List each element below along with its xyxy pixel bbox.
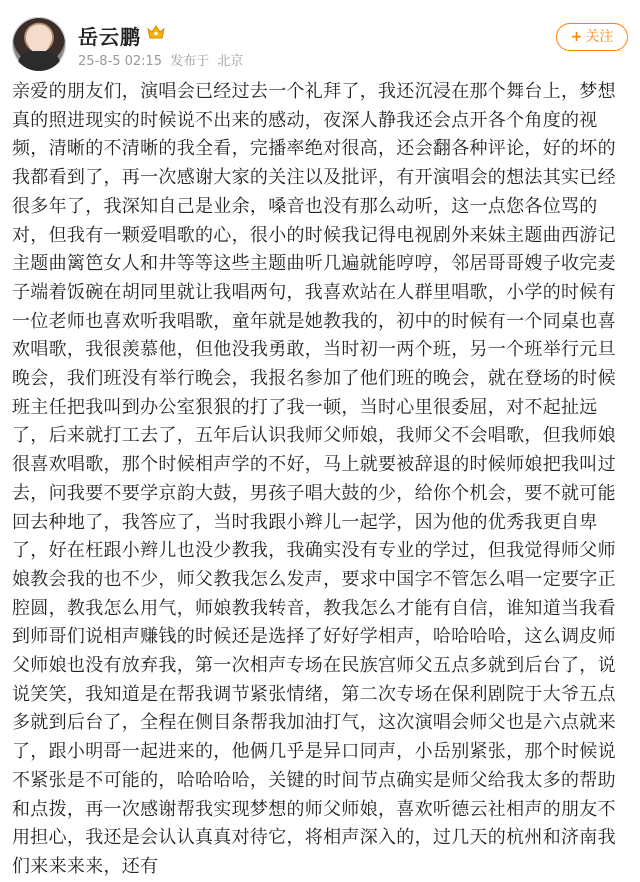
source-label: 发布于 <box>170 54 210 69</box>
post-date[interactable]: 25-8-5 02:15 <box>78 54 163 69</box>
plus-icon: + <box>570 29 583 45</box>
avatar-face <box>28 27 50 53</box>
avatar-body <box>18 51 60 71</box>
post-location: 北京 <box>217 54 244 69</box>
post-header <box>0 0 640 78</box>
avatar[interactable] <box>12 17 66 71</box>
author-name[interactable]: 岳云鹏 <box>78 25 141 49</box>
follow-label: 关注 <box>585 29 614 45</box>
post-meta <box>78 50 247 69</box>
post-content: 亲爱的朋友们，演唱会已经过去一个礼拜了，我还沉浸在那个舞台上，梦想真的照进现实的时候说不出来的感动，夜深人静我还会点开各个角度的视频，清晰的不清晰的我全看，完播率绝对很高，还会翻各种评论，好的坏的我都看到了，再一次感谢大家的关注以及批评，有开演唱会的想法其实已经很多年了，我深知自己是业余，嗓音也没有那么动听，这一点您各位骂的对，但我有一颗爱唱歌的心，很小的时候我记得电视剧外来妹主题曲西游记主题曲篱笆女人和井等等这些主题曲听几遍就能哼哼，邻居哥哥嫂子收完麦子端着饭碗在胡同里就让我唱两句，我喜欢站在人群里唱歌，小学的时候有一位老师也喜欢听我唱歌，童年就是她教我的，初中的时候有一个同桌也喜欢唱歌，我很羡慕他，但他没我勇敢，当时初一两个班，另一个班举行元旦晚会，我们班没有举行晚会，我报名参加了他们班的晚会，就在登场的时候班主任把我叫到办公室狠狠的打了我一顿，当时心里很委屈，对不起扯远了，后来就打工去了，五年后认识我师父师娘，我师父不会唱歌，但我师娘很喜欢唱歌，那个时候相声学的不好，马上就要被辞退的时候师娘把我叫过去，问我要不要学京韵大鼓，男孩子唱大鼓的少，给你个机会，要不就可能回去种地了，我答应了，当时我跟小辫儿一起学，因为他的优秀我更自卑了，好在枉跟小辫儿也没少教我，我确实没有专业的学过，但我觉得师父师娘教会我的也不少，师父教我怎么发声，要求中国字不管怎么唱一定要字正腔圆，教我怎么用气，师娘教我转音，教我怎么才能有自信，谁知道当我看到师哥们说相声赚钱的时候还是选择了好好学相声，哈哈哈哈，这么调皮师父师娘也没有放弃我，第一次相声专场在民族宫师父五点多就到后台了，说说笑笑，我知道是在帮我调节紧张情绪，第二次专场在保利剧院于大爷五点多就到后台了，全程在侧目条帮我加油打气，这次演唱会师父也是六点就来了，跟小明哥一起进来的，他俩几乎是异口同声，小岳别紧张，那个时候说不紧张是不可能的，哈哈哈哈，关键的时间节点确实是师父给我太多的帮助和点拨，再一次感谢帮我实现梦想的师父师娘，喜欢听德云社相声的朋友不用担心，我还是会认认真真对待它，将相声深入的，过几天的杭州和济南我们来来来来，还有 <box>12 81 616 877</box>
vip-crown-icon <box>146 22 166 42</box>
follow-button[interactable] <box>556 23 628 51</box>
